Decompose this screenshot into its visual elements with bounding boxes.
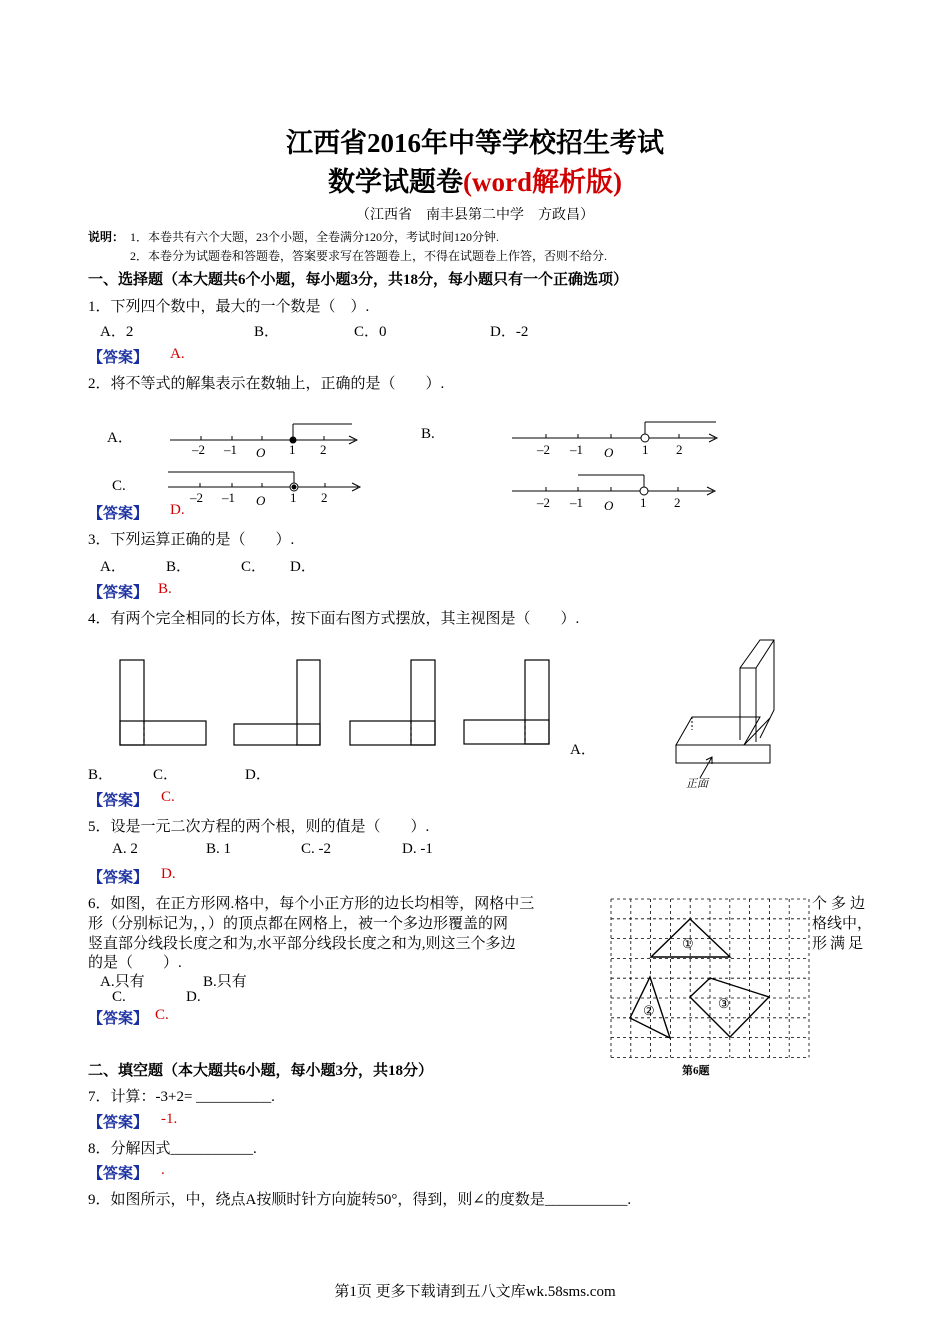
q1-answer-label: 【答案】 (88, 350, 149, 366)
number-line-c (168, 472, 360, 491)
note-2: 2．本卷分为试题卷和答题卷，答案要求写在答题卷上，不得在试题卷上作答，否则不给分. (130, 249, 608, 263)
q3-answer: B. (158, 581, 172, 597)
tick-c-m1: –1 (222, 490, 235, 505)
tick-a-origin: O (256, 445, 266, 460)
notes-label: 说明： (88, 230, 125, 244)
number-line-a (170, 424, 357, 444)
q6-mark-1: ① (682, 936, 694, 951)
q5-option-c: C. -2 (301, 841, 331, 857)
q5-option-d: D. -1 (402, 841, 433, 857)
q4-option-a: A． (570, 742, 596, 758)
q4-stem: 4．有两个完全相同的长方体，按下面右图方式摆放，其主视图是（ ）. (88, 611, 580, 627)
q6-line-1-right: 个多边 (812, 896, 870, 912)
tick-b-1: 1 (642, 442, 649, 457)
title-main: 数学试题卷 (328, 167, 463, 197)
q6-option-a: A.只有 (100, 974, 145, 990)
q3-option-a: A． (100, 559, 126, 575)
q4-solid-figure (676, 640, 774, 778)
tick-b-origin: O (604, 445, 614, 460)
q2-stem: 2．将不等式的解集表示在数轴上，正确的是（ ）. (88, 376, 445, 392)
q6-answer: C. (155, 1007, 169, 1023)
q6-option-d: D. (186, 989, 201, 1005)
q6-line-3: 竖直部分线段长度之和为,水平部分线段长度之和为,则这三个多边 (88, 936, 516, 952)
section-1-heading: 一、选择题（本大题共6个小题，每小题3分，共18分，每小题只有一个正确选项） (88, 272, 629, 288)
tick-d-1: 1 (640, 495, 647, 510)
q5-stem: 5．设是一元二次方程的两个根，则的值是（ ）. (88, 819, 430, 835)
q2-option-c: C. (112, 478, 126, 494)
q1-option-c: C．0 (354, 324, 387, 340)
q4-answer-label: 【答案】 (88, 793, 149, 809)
number-line-d (512, 475, 715, 495)
author-line: （江西省 南丰县第二中学 方政昌） (356, 208, 594, 223)
q8-stem: 8．分解因式___________. (88, 1141, 257, 1157)
q6-line-2: 形（分别标记为，，）的顶点都在网格上，被一个多边形覆盖的网 (88, 916, 509, 932)
q5-option-b: B. 1 (206, 841, 232, 857)
q3-option-d: D． (290, 559, 316, 575)
q2-answer: D. (170, 502, 185, 518)
q1-option-a: A．2 (100, 324, 134, 340)
q6-mark-2: ② (643, 1003, 655, 1018)
tick-d-m1: –1 (570, 495, 583, 510)
q3-option-b: B． (166, 559, 192, 575)
q5-answer-label: 【答案】 (88, 870, 149, 886)
q7-answer: -1. (161, 1111, 178, 1127)
note-1: 1．本卷共有六个大题，23个小题，全卷满分120分，考试时间120分钟. (130, 230, 500, 244)
tick-d-2: 2 (674, 495, 681, 510)
q3-stem: 3．下列运算正确的是（ ）. (88, 532, 295, 548)
title-line-1: 江西省2016年中等学校招生考试 (286, 128, 664, 158)
q2-option-a: A． (107, 430, 133, 446)
q4-front-label: 正面 (686, 778, 708, 790)
tick-c-m2: –2 (190, 490, 203, 505)
q4-view-1 (120, 660, 206, 745)
tick-b-m2: –2 (537, 442, 550, 457)
q8-answer: . (161, 1162, 165, 1178)
q2-answer-label: 【答案】 (88, 506, 149, 522)
number-line-b (512, 422, 717, 442)
tick-a-m1: –1 (224, 442, 237, 457)
tick-c-1: 1 (290, 490, 297, 505)
q6-line-2-right: 格线中， (812, 916, 873, 932)
q6-answer-label: 【答案】 (88, 1011, 149, 1027)
q2-option-b: B. (421, 426, 435, 442)
q6-line-3-right: 形满足 (812, 936, 867, 952)
q6-mark-3: ③ (718, 996, 730, 1011)
title-word-edition: (word解析版) (463, 167, 622, 197)
q3-answer-label: 【答案】 (88, 585, 149, 601)
q6-option-c: C. (112, 989, 126, 1005)
q4-view-4 (464, 660, 549, 744)
tick-a-1: 1 (289, 442, 296, 457)
q6-line-4: 的是（ ）. (88, 955, 182, 971)
q4-option-b: B． (88, 767, 114, 783)
q1-option-b: B． (254, 324, 280, 340)
tick-c-2: 2 (321, 490, 328, 505)
q4-option-d: D． (245, 767, 271, 783)
page-footer: 第1页 更多下载请到五八文库wk.58sms.com (334, 1284, 616, 1300)
tick-a-2: 2 (320, 442, 327, 457)
q7-stem: 7．计算：-3+2= __________. (88, 1089, 275, 1105)
tick-b-2: 2 (676, 442, 683, 457)
q5-answer: D. (161, 866, 176, 882)
tick-b-m1: –1 (570, 442, 583, 457)
q6-option-b: B.只有 (203, 974, 247, 990)
q6-caption: 第6题 (682, 1065, 710, 1077)
section-2-heading: 二、填空题（本大题共6小题，每小题3分，共18分） (88, 1063, 434, 1079)
q4-view-2 (234, 660, 320, 745)
q7-answer-label: 【答案】 (88, 1115, 149, 1131)
tick-d-origin: O (604, 498, 614, 513)
q1-stem: 1．下列四个数中，最大的一个数是（ ）. (88, 299, 370, 315)
q9-stem: 9．如图所示，中，绕点A按顺时针方向旋转50°，得到，则∠的度数是___________. (88, 1192, 632, 1208)
q4-view-3 (350, 660, 435, 745)
tick-c-origin: O (256, 493, 266, 508)
q4-option-c: C． (153, 767, 179, 783)
q5-option-a: A. 2 (112, 841, 138, 857)
q8-answer-label: 【答案】 (88, 1166, 149, 1182)
tick-d-m2: –2 (537, 495, 550, 510)
q6-line-1: 6．如图，在正方形网.格中，每个小正方形的边长均相等，网格中三 (88, 896, 535, 912)
q3-option-c: C． (241, 559, 267, 575)
q1-answer: A. (170, 346, 185, 362)
tick-a-m2: –2 (192, 442, 205, 457)
q1-option-d: D．-2 (490, 324, 529, 340)
q4-answer: C. (161, 789, 175, 805)
